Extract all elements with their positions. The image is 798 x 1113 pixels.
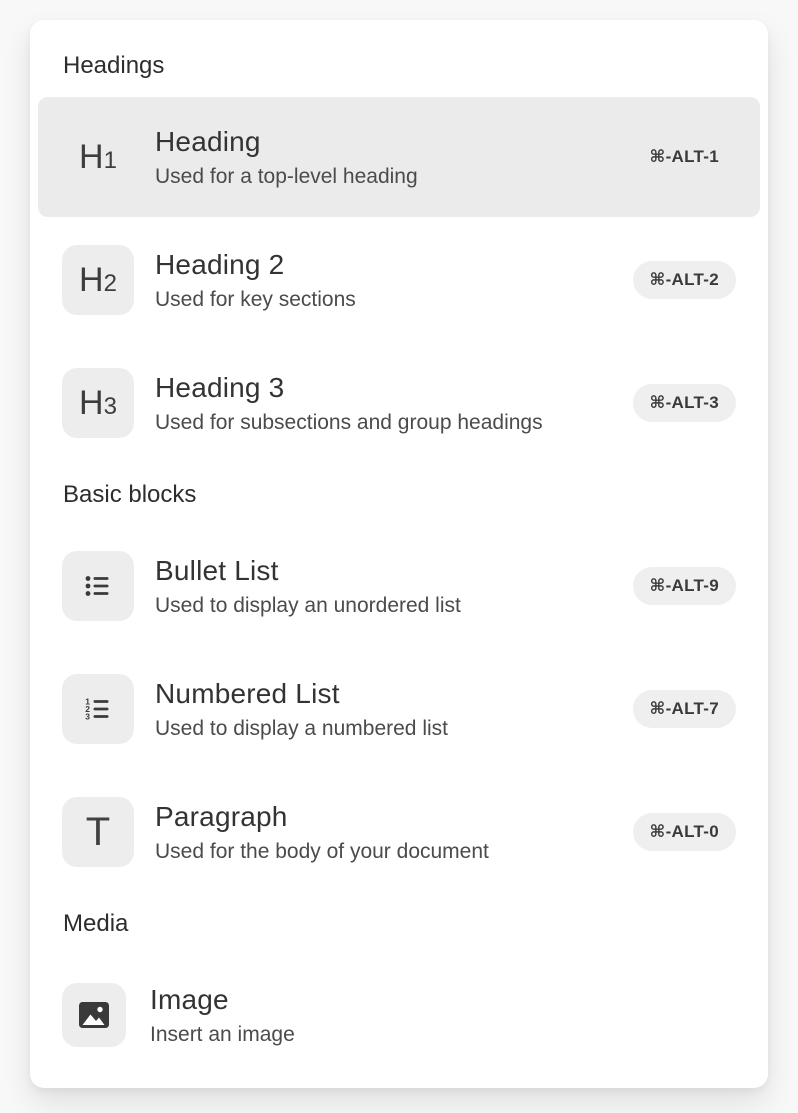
menu-section (38, 911, 760, 1075)
svg-text:1: 1 (85, 696, 90, 707)
numbered-list-icon (81, 692, 115, 726)
item-text (155, 127, 418, 188)
item-text (155, 250, 356, 311)
item-icon-box (62, 674, 134, 744)
section-items (38, 526, 760, 892)
item-title: Bullet List (155, 554, 279, 586)
item-icon-box (62, 368, 134, 438)
menu-section (38, 53, 760, 463)
h2-icon: H 2 (79, 261, 117, 299)
paragraph-icon: T (85, 810, 111, 854)
menu-item-heading-2[interactable] (38, 220, 760, 340)
h1-icon: H 1 (79, 138, 117, 176)
item-text (155, 373, 543, 434)
item-description: Used for the body of your document (155, 839, 489, 863)
block-insert-menu (30, 20, 768, 1088)
item-description: Used for a top-level heading (155, 164, 418, 188)
section-label: Media (63, 910, 129, 937)
h3-icon: H 3 (79, 384, 117, 422)
menu-item-heading-1[interactable] (38, 97, 760, 217)
item-shortcut: ⌘-ALT-2 (633, 261, 737, 299)
item-shortcut: ⌘-ALT-7 (633, 690, 737, 728)
item-description: Used for key sections (155, 287, 356, 311)
bullet-list-icon (81, 569, 115, 603)
item-text (155, 802, 489, 863)
item-icon-box (62, 797, 134, 867)
item-description: Insert an image (150, 1022, 295, 1046)
menu-item-paragraph[interactable] (38, 772, 760, 892)
item-icon-box (62, 551, 134, 621)
item-description: Used for subsections and group headings (155, 410, 543, 434)
svg-text:2: 2 (85, 704, 90, 714)
item-description: Used to display a numbered list (155, 716, 448, 740)
item-title: Heading (155, 125, 261, 157)
item-title: Numbered List (155, 677, 340, 709)
image-icon (76, 998, 112, 1032)
section-items (38, 955, 760, 1075)
item-icon-box (62, 122, 134, 192)
item-shortcut: ⌘-ALT-1 (649, 147, 719, 166)
menu-item-image[interactable] (38, 955, 760, 1075)
svg-text:3: 3 (85, 711, 90, 722)
section-items (38, 97, 760, 463)
item-title: Image (150, 983, 229, 1015)
item-shortcut: ⌘-ALT-0 (633, 813, 737, 851)
menu-sections (38, 53, 760, 1075)
item-description: Used to display an unordered list (155, 593, 461, 617)
item-title: Paragraph (155, 800, 288, 832)
item-text (150, 985, 295, 1046)
item-text (155, 679, 448, 740)
item-icon-box (62, 983, 126, 1047)
item-text (155, 556, 461, 617)
menu-item-numbered-list[interactable] (38, 649, 760, 769)
item-shortcut: ⌘-ALT-9 (633, 567, 737, 605)
item-shortcut: ⌘-ALT-3 (633, 384, 737, 422)
menu-item-heading-3[interactable] (38, 343, 760, 463)
section-label: Headings (63, 52, 165, 79)
item-title: Heading 3 (155, 371, 285, 403)
section-label: Basic blocks (63, 481, 197, 508)
menu-item-bullet-list[interactable] (38, 526, 760, 646)
menu-section (38, 482, 760, 892)
item-title: Heading 2 (155, 248, 285, 280)
item-icon-box (62, 245, 134, 315)
